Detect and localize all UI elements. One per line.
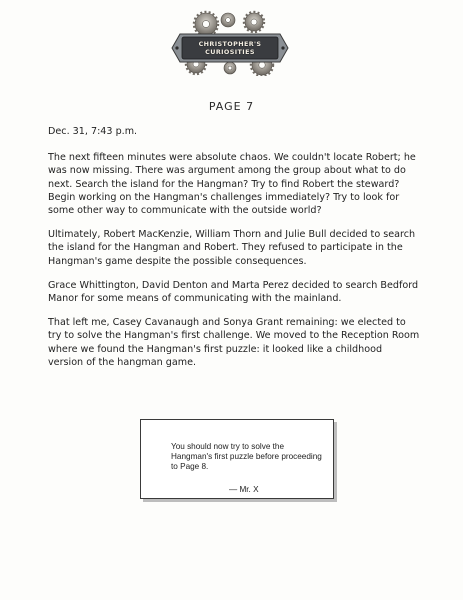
paragraph-2: Ultimately, Robert MacKenzie, William Thorn and Julie Bull decided to search the island for the Hangman and Robert. They refused to participate in the Hangman's game despite the possible consequences.	[48, 229, 416, 267]
christophers-curiosities-logo	[166, 10, 294, 76]
paragraph-3: Grace Whittington, David Denton and Marta Perez decided to search Bedford Manor for some means of communicating with the mainland.	[48, 279, 419, 305]
logo-line-1: CHRISTOPHER'S	[198, 40, 262, 48]
logo-line-2: CURIOSITIES	[205, 48, 255, 56]
logo-plaque	[176, 34, 284, 62]
instruction-note-box	[140, 419, 334, 499]
page-title: PAGE 7	[208, 100, 255, 113]
paragraph-4: That left me, Casey Cavanaugh and Sonya Grant remaining: we elected to try to solve the Hangman's first challenge. We moved to the Reception Room where we found the Hangman's first puzzle: it looked like a childhood version of the hangman game.	[48, 317, 420, 368]
dateline: Dec. 31, 7:43 p.m.	[48, 126, 138, 137]
paragraph-1: The next fifteen minutes were absolute chaos. We couldn't locate Robert; he was now missing. There was argument among the group about what to do next. Search the island for the Hangman? Try to find Robert the steward? Begin working on the Hangman's challenges immediately? Try to look for some other way to communicate with the outside world?	[48, 152, 416, 217]
note-signature: — Mr. X	[229, 484, 259, 494]
note-text: You should now try to solve the Hangman's first puzzle before proceeding to Page 8.	[171, 442, 322, 472]
story-text	[48, 125, 420, 380]
